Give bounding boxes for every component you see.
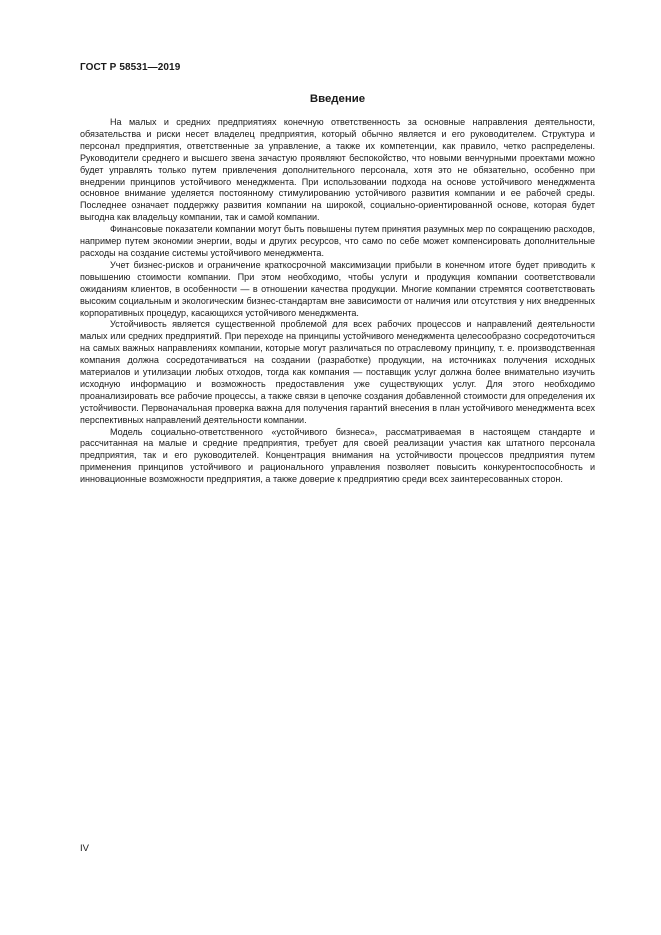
paragraph: На малых и средних предприятиях конечную ответственность за основные направления деятельности, обязательства и риски несет владелец предприятия, который обычно является и его руководителем. Структура и персонал предприятия, ответственные за управление, а также их компетенции, как правило, четко распределены. Руководители среднего и высшего звена зачастую проявляют беспокойство, что новыми венчурными проектами можно будет управлять только путем привлечения дополнительного персонала, хотя это не обязательно, особенно при внедрении принципов устойчивого менеджмента. При использовании подхода на основе устойчивого менеджмента основное внимание уделяется постоянному стимулированию устойчивого развития компании и ее рабочей среды. Последнее означает поддержку развития компании на широкой, социально-ориентированной основе, которая будет выгодна как владельцу компании, так и самой компании. [80,117,595,223]
paragraph: Модель социально-ответственного «устойчивого бизнеса», рассматриваемая в настоящем стандарте и рассчитанная на малые и средние предприятия, требует для своей реализации участия как штатного персонала предприятия, так и его руководителей. Концентрация внимания на устойчивости процессов предприятия путем применения принципов устойчивого и рационального управления позволяет повысить конкурентоспособность и инновационные возможности предприятия, а также доверие к предприятию среди всех заинтересованных сторон. [80,426,595,485]
paragraph: Финансовые показатели компании могут быть повышены путем принятия разумных мер по сокращению расходов, например путем экономии энергии, воды и других ресурсов, что само по себе может компенсировать дополнительные расходы на создание системы устойчивого менеджмента. [80,224,595,258]
section-title: Введение [309,93,366,105]
page-number: IV [80,843,89,854]
document-code-header: ГОСТ Р 58531—2019 [80,62,181,73]
section-body [80,117,595,486]
paragraph: Учет бизнес-рисков и ограничение краткосрочной максимизации прибыли в конечном итоге будет приводить к повышению стоимости компании. При этом необходимо, чтобы услуги и продукция компании соответствовали ожиданиям клиентов, в особенности — в отношении качества продукции. Многие компании стремятся соответствовать высоким социальным и экологическим бизнес-стандартам вне зависимости от наличия или отсутствия у них внедренных корпоративных процедур, касающихся устойчивого менеджмента. [80,259,595,318]
paragraph: Устойчивость является существенной проблемой для всех рабочих процессов и направлений деятельности малых или средних предприятий. При переходе на принципы устойчивого менеджмента целесообразно сосредоточиться на самых важных направлениях компании, которые могут различаться по отраслевому принципу, т. е. производственная компания должна сосредотачиваться на создании (разработке) продукции, на источниках получения исходных материалов и утилизации любых отходов, тогда как компания — поставщик услуг должна более внимательно изучить исходную информацию и возможность предоставления уже существующих услуг. Для этого необходимо проанализировать все рабочие процессы, а также связи в цепочке создания добавленной стоимости для определения их устойчивости. Первоначальная проверка важна для получения гарантий внесения в план устойчивого менеджмента всех перспективных направлений деятельности компании. [80,319,595,425]
